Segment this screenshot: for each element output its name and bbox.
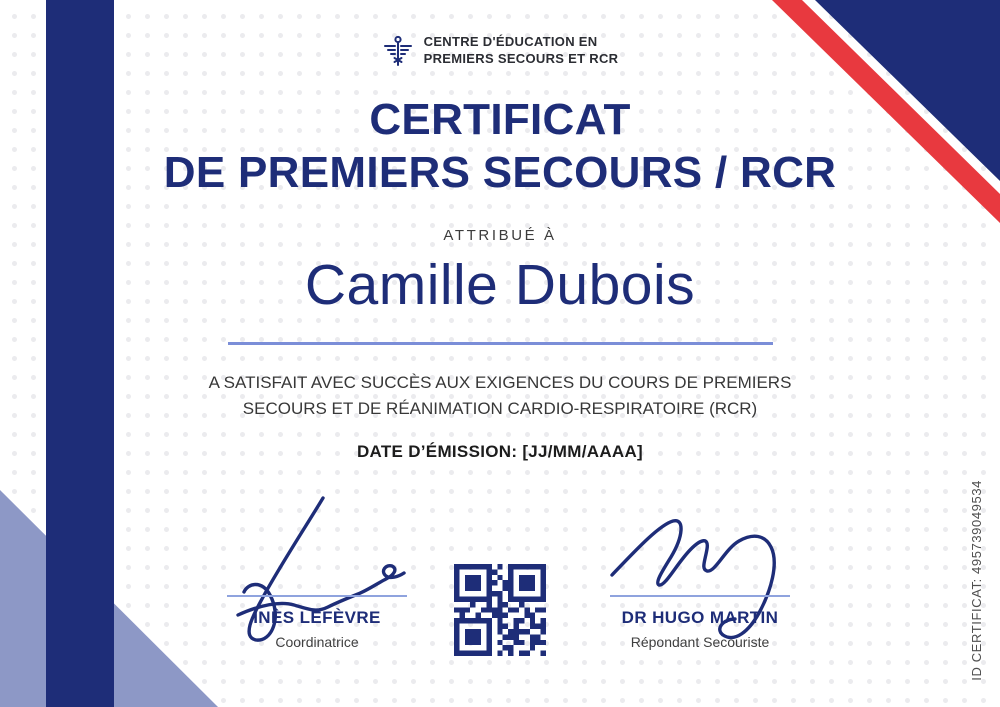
attribution-label: ATTRIBUÉ À <box>443 227 557 245</box>
signature-line-left <box>227 595 407 597</box>
signatory-left-name: INÈS LEFÈVRE <box>253 608 381 627</box>
certificate-id: ID CERTIFICAT: 495739049534 <box>969 480 984 681</box>
name-underline <box>228 342 773 345</box>
issue-date-label: DATE D’ÉMISSION: [JJ/MM/AAAA] <box>356 442 644 462</box>
recipient-name: Camille Dubois <box>304 253 696 318</box>
signature-line-right <box>610 595 790 597</box>
signatory-left-role: Coordinatrice <box>275 634 359 650</box>
title-line1: CERTIFICAT <box>369 94 631 144</box>
signatory-left <box>212 495 422 665</box>
org-name-line1: CENTRE D'ÉDUCATION EN <box>423 34 598 49</box>
caduceus-icon <box>382 35 414 67</box>
signatory-right-role: Répondant Secouriste <box>630 634 770 650</box>
achievement-text: A SATISFAIT AVEC SUCCÈS AUX EXIGENCES DU COURS DE PREMIERS SECOURS ET DE RÉANIMATION CARDIO-RESPIRATOIRE (RCR) <box>208 373 792 418</box>
org-name <box>424 34 619 68</box>
qr-code <box>454 564 546 656</box>
signatory-right <box>595 495 805 665</box>
org-header <box>382 34 619 68</box>
signatory-right-name: DR HUGO MARTIN <box>621 608 779 627</box>
certificate-content <box>0 34 1000 462</box>
title-line2: DE PREMIERS SECOURS / RCR <box>163 147 837 197</box>
certificate-title <box>0 94 1000 200</box>
org-name-line2: PREMIERS SECOURS ET RCR <box>423 50 619 66</box>
